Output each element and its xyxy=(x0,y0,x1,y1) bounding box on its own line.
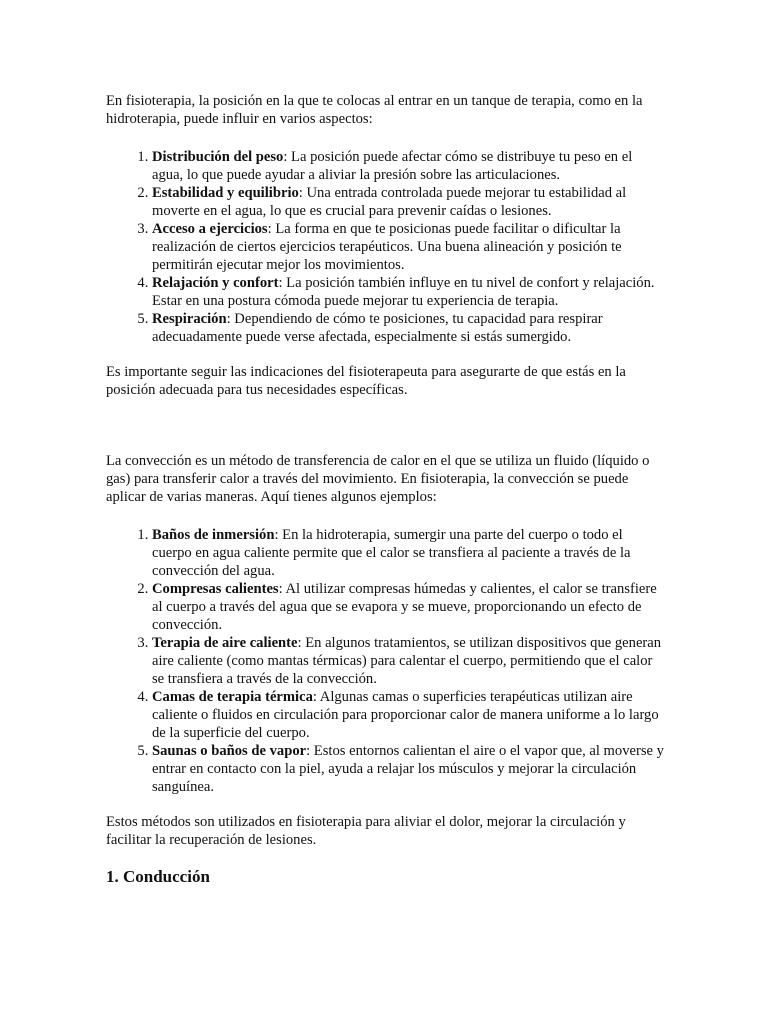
section1-intro-paragraph: En fisioterapia, la posición en la que te colocas al entrar en un tanque de terapia, como en la hidroterapia, puede influir en varios aspectos: xyxy=(106,93,643,127)
list-item-text: : En la hidroterapia, sumergir una parte del cuerpo o todo el cuerpo en agua caliente permite que el calor se transfiera al paciente a través de la convección del agua. xyxy=(152,527,631,579)
list-item-term: Compresas calientes xyxy=(152,581,279,597)
section1-closing-paragraph: Es importante seguir las indicaciones del fisioterapeuta para asegurarte de que estás en la posición adecuada para tus necesidades específicas. xyxy=(106,364,626,398)
list-item-term: Acceso a ejercicios xyxy=(152,221,268,237)
list-item xyxy=(152,634,666,688)
list-item-text: : Una entrada controlada puede mejorar tu estabilidad al moverte en el agua, lo que es crucial para prevenir caídas o lesiones. xyxy=(152,185,627,219)
section2-intro-paragraph: La convección es un método de transferencia de calor en el que se utiliza un fluido (líquido o gas) para transferir calor a través del movimiento. En fisioterapia, la convección se puede aplicar de varias maneras. Aquí tienes algunos ejemplos: xyxy=(106,453,650,505)
list-item-text: : Estos entornos calientan el aire o el vapor que, al moverse y entrar en contacto con la piel, ayuda a relajar los músculos y mejorar la circulación sanguínea. xyxy=(152,743,664,795)
list-item xyxy=(152,688,666,742)
list-item-term: Estabilidad y equilibrio xyxy=(152,185,299,201)
list-item xyxy=(152,526,666,580)
list-item-term: Distribución del peso xyxy=(152,149,284,165)
section2-list xyxy=(106,526,666,796)
list-item-text: : Algunas camas o superficies terapéuticas utilizan aire caliente o fluidos en circulación para proporcionar calor de manera uniforme a lo largo de la superficie del cuerpo. xyxy=(152,689,659,741)
list-item-text: : La posición también influye en tu nivel de confort y relajación. Estar en una postura cómoda puede mejorar tu experiencia de terapia. xyxy=(152,275,655,309)
list-item xyxy=(152,274,666,310)
list-item-term: Terapia de aire caliente xyxy=(152,635,298,651)
list-item xyxy=(152,220,666,274)
list-item-text: : Dependiendo de cómo te posiciones, tu capacidad para respirar adecuadamente puede verse afectada, especialmente si estás sumergido. xyxy=(152,311,603,345)
list-item xyxy=(152,310,666,346)
list-item xyxy=(152,148,666,184)
list-item-text: : Al utilizar compresas húmedas y calientes, el calor se transfiere al cuerpo a través del agua que se evapora y se mueve, proporcionando un efecto de convección. xyxy=(152,581,657,633)
section-heading: 1. Conducción xyxy=(106,867,210,886)
document-page xyxy=(106,90,666,902)
list-item-text: : La forma en que te posicionas puede facilitar o dificultar la realización de ciertos ejercicios terapéuticos. Una buena alineación y posición te permitirán ejecutar mejor los movimientos. xyxy=(152,221,622,273)
list-item-term: Saunas o baños de vapor xyxy=(152,743,307,759)
list-item-term: Camas de terapia térmica xyxy=(152,689,313,705)
list-item-term: Respiración xyxy=(152,311,227,327)
list-item-term: Relajación y confort xyxy=(152,275,279,291)
section2-closing-paragraph: Estos métodos son utilizados en fisioterapia para aliviar el dolor, mejorar la circulación y facilitar la recuperación de lesiones. xyxy=(106,814,626,848)
list-item-term: Baños de inmersión xyxy=(152,527,275,543)
list-item-text: : En algunos tratamientos, se utilizan dispositivos que generan aire caliente (como mantas térmicas) para calentar el cuerpo, permitiendo que el calor se transfiera a través de la convección. xyxy=(152,635,662,687)
list-item xyxy=(152,742,666,796)
list-item xyxy=(152,580,666,634)
section1-list xyxy=(106,148,666,346)
list-item xyxy=(152,184,666,220)
list-item-text: : La posición puede afectar cómo se distribuye tu peso en el agua, lo que puede ayudar a aliviar la presión sobre las articulaciones. xyxy=(152,149,633,183)
